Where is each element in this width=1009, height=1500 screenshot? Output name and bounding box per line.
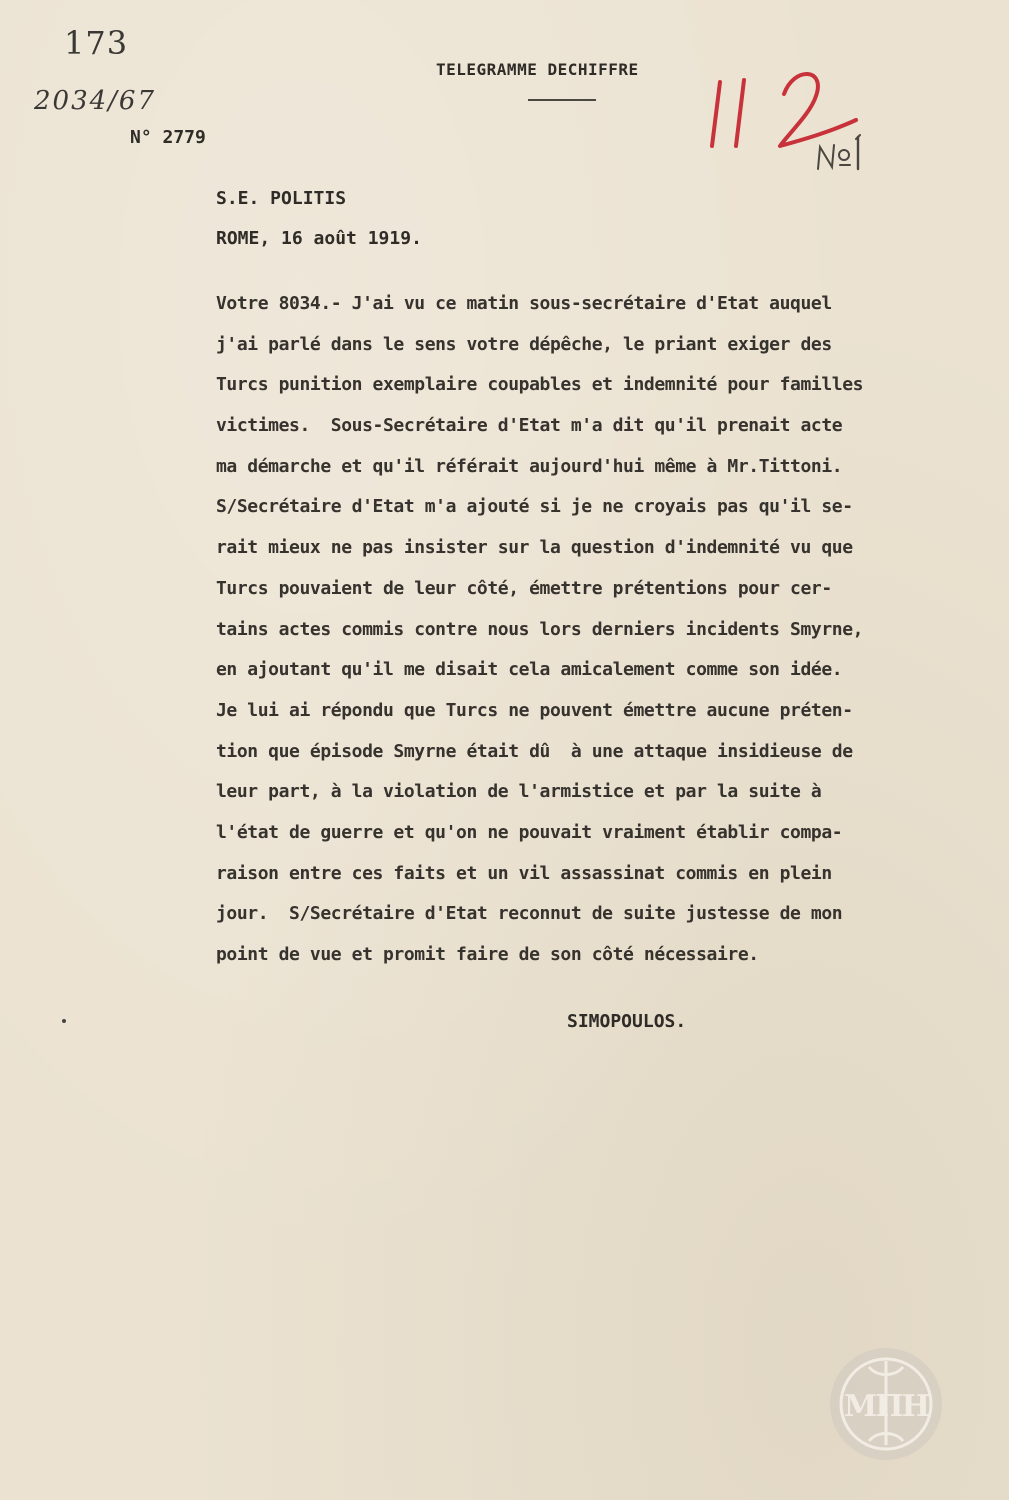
body-line: raison entre ces faits et un vil assassinat commis en plein (216, 862, 832, 884)
body-line: Turcs pouvaient de leur côté, émettre prétentions pour cer- (216, 577, 832, 599)
body-line: Je lui ai répondu que Turcs ne pouvent émettre aucune préten- (216, 699, 853, 721)
addressee: S.E. POLITIS (216, 188, 347, 209)
body-line: leur part, à la violation de l'armistice et par la suite à (216, 781, 822, 803)
body-line: ma démarche et qu'il référait aujourd'hui même à Mr.Tittoni. (216, 455, 843, 477)
pencil-mark (812, 125, 868, 177)
telegram-number: N° 2779 (130, 127, 206, 148)
document-heading: TELEGRAMME DECHIFFRE (436, 60, 639, 79)
signature: SIMOPOULOS. (567, 1011, 687, 1032)
body-line: rait mieux ne pas insister sur la question d'indemnité vu que (216, 537, 853, 559)
body-line: tion que épisode Smyrne était dû à une attaque insidieuse de (216, 740, 853, 762)
body-line: point de vue et promit faire de son côté nécessaire. (216, 944, 759, 965)
body-line: j'ai parlé dans le sens votre dépêche, le priant exiger des (216, 333, 832, 355)
archive-reference: 2034/67 (34, 86, 157, 116)
margin-dot (62, 1019, 66, 1023)
folio-number: 173 (64, 24, 129, 62)
body-line: victimes. Sous-Secrétaire d'Etat m'a dit qu'il prenait acte (216, 415, 843, 437)
heading-underline (528, 99, 596, 101)
telegram-body (216, 284, 976, 976)
body-line: jour. S/Secrétaire d'Etat reconnut de suite justesse de mon (216, 903, 843, 925)
body-line: S/Secrétaire d'Etat m'a ajouté si je ne croyais pas qu'il se- (216, 496, 853, 518)
seal-lettering: ΜΠΗ (844, 1389, 928, 1424)
body-line: Votre 8034.- J'ai vu ce matin sous-secrétaire d'Etat auquel (216, 293, 832, 314)
place-and-date: ROME, 16 août 1919. (216, 228, 422, 249)
archive-seal-stamp (827, 1345, 945, 1463)
body-line: en ajoutant qu'il me disait cela amicalement comme son idée. (216, 659, 843, 681)
body-line: Turcs punition exemplaire coupables et indemnité pour familles (216, 374, 864, 396)
body-line: l'état de guerre et qu'on ne pouvait vraiment établir compa- (216, 821, 843, 843)
body-line: tains actes commis contre nous lors derniers incidents Smyrne, (216, 618, 864, 640)
